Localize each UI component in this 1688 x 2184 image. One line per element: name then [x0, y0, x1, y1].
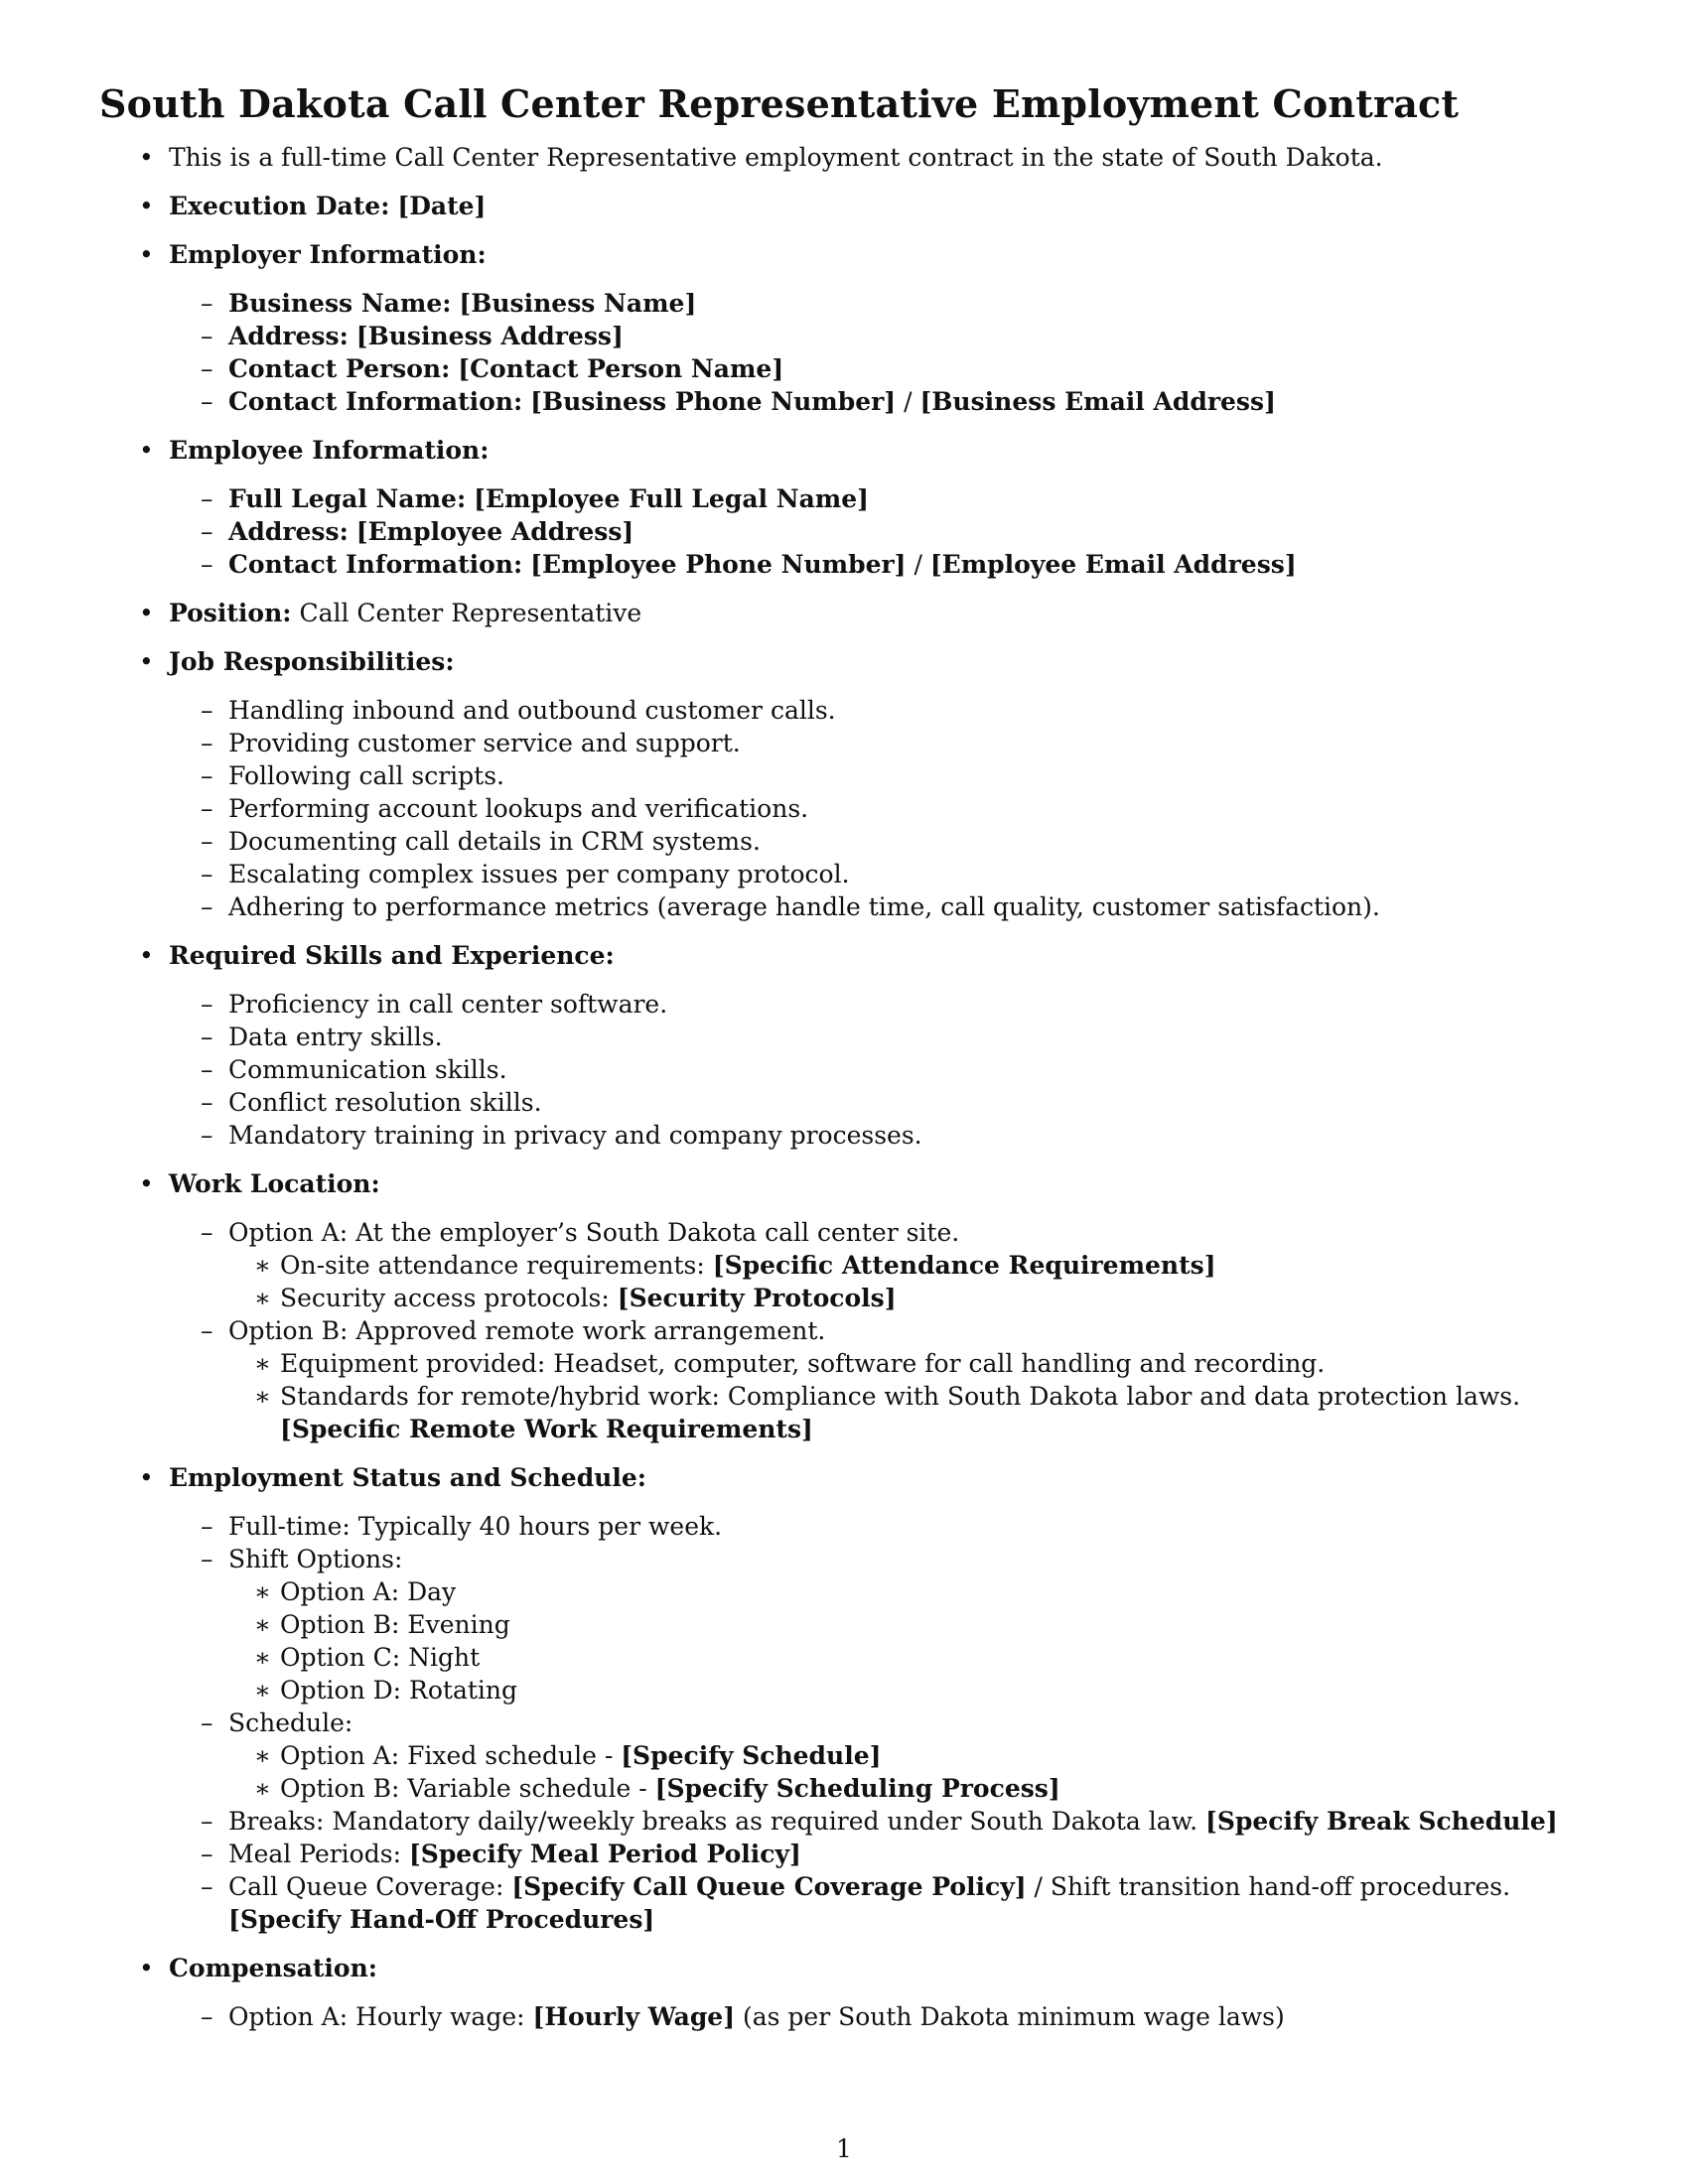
list-item: – Documenting call details in CRM systems.	[169, 825, 1589, 858]
field-value: [Business Email Address]	[919, 386, 1276, 416]
item-text: / Shift transition hand-off procedures.	[1026, 1871, 1511, 1901]
item-text: Breaks: Mandatory daily/weekly breaks as required under South Dakota law.	[228, 1806, 1205, 1836]
employer-section	[99, 238, 1589, 418]
execution-date-label: Execution Date:	[169, 191, 390, 220]
list-item	[228, 1772, 1589, 1805]
field-label: Full Legal Name:	[228, 483, 467, 513]
list-item: ∗ Option C: Night	[228, 1641, 1589, 1674]
list-item	[169, 1543, 1589, 1706]
list-item: – Escalating complex issues per company protocol.	[169, 858, 1589, 890]
list-item	[169, 1838, 1589, 1870]
compensation-section	[99, 1952, 1589, 2033]
field-value: [Employee Email Address]	[929, 549, 1297, 579]
list-item: – Proficiency in call center software.	[169, 988, 1589, 1021]
field-value: [Business Name]	[459, 288, 697, 318]
list-item	[228, 1380, 1589, 1445]
list-item	[169, 1805, 1589, 1838]
separator: /	[896, 386, 920, 416]
list-item: ∗ Option B: Evening	[228, 1608, 1589, 1641]
item-text: Standards for remote/hybrid work: Compliance with South Dakota labor and data protection laws.	[280, 1381, 1521, 1411]
field-value: [Specify Call Queue Coverage Policy]	[511, 1871, 1027, 1901]
position-value: Call Center Representative	[299, 598, 642, 627]
skills-section	[99, 939, 1589, 1152]
list-item	[169, 482, 1589, 515]
document-page	[99, 81, 1589, 2049]
list-item: – Performing account lookups and verifications.	[169, 792, 1589, 825]
list-item	[169, 352, 1589, 385]
execution-date-item	[99, 190, 1589, 222]
list-item	[169, 320, 1589, 352]
list-item: – Full-time: Typically 40 hours per week.	[169, 1510, 1589, 1543]
field-value: [Employee Address]	[355, 516, 634, 546]
employee-heading: Employee Information:	[169, 435, 490, 465]
employer-heading: Employer Information:	[169, 239, 487, 269]
work-location-heading: Work Location:	[169, 1168, 380, 1198]
list-item: ∗ Option D: Rotating	[228, 1674, 1589, 1706]
field-value: [Security Protocols]	[617, 1283, 897, 1312]
list-item	[169, 1314, 1589, 1445]
location-option-a: Option A: At the employer’s South Dakota call center site.	[228, 1217, 960, 1247]
item-text: Security access protocols:	[280, 1283, 618, 1312]
list-item	[169, 515, 1589, 548]
item-text: On-site attendance requirements:	[280, 1250, 713, 1280]
position-item	[99, 597, 1589, 629]
list-item: – Data entry skills.	[169, 1021, 1589, 1053]
page-title: South Dakota Call Center Representative Employment Contract	[99, 81, 1460, 126]
field-value: [Business Address]	[355, 321, 624, 350]
position-label: Position:	[169, 598, 292, 627]
compensation-heading: Compensation:	[169, 1953, 377, 1982]
schedule-label: Schedule:	[228, 1707, 353, 1737]
list-item	[169, 385, 1589, 418]
list-item	[228, 1249, 1589, 1282]
field-value: [Employee Full Legal Name]	[474, 483, 869, 513]
list-item: ∗ Equipment provided: Headset, computer, software for call handling and recording.	[228, 1347, 1589, 1380]
list-item: – Communication skills.	[169, 1053, 1589, 1086]
location-option-b: Option B: Approved remote work arrangement.	[228, 1315, 826, 1345]
field-value: [Contact Person Name]	[458, 353, 784, 383]
list-item: – Providing customer service and support.	[169, 727, 1589, 759]
list-item: – Adhering to performance metrics (average handle time, call quality, customer satisfaction).	[169, 890, 1589, 923]
execution-date-value: [Date]	[397, 191, 487, 220]
schedule-section	[99, 1461, 1589, 1936]
list-item	[169, 1870, 1589, 1936]
field-value: [Employee Phone Number]	[530, 549, 907, 579]
item-text: Meal Periods:	[228, 1839, 409, 1868]
field-value: [Specific Attendance Requirements]	[712, 1250, 1216, 1280]
shift-options-label: Shift Options:	[228, 1544, 403, 1573]
item-text: Option A: Hourly wage:	[228, 2001, 533, 2031]
schedule-heading: Employment Status and Schedule:	[169, 1462, 646, 1492]
item-text: Call Queue Coverage:	[228, 1871, 512, 1901]
field-value: [Specific Remote Work Requirements]	[280, 1414, 813, 1443]
field-label: Business Name:	[228, 288, 452, 318]
intro-item	[99, 141, 1589, 174]
list-item	[228, 1282, 1589, 1314]
item-text: Option A: Fixed schedule -	[280, 1740, 622, 1770]
work-location-section	[99, 1167, 1589, 1445]
contract-sections	[99, 141, 1589, 2033]
skills-heading: Required Skills and Experience:	[169, 940, 615, 970]
list-item: – Conflict resolution skills.	[169, 1086, 1589, 1119]
field-label: Address:	[228, 321, 349, 350]
list-item: – Handling inbound and outbound customer calls.	[169, 694, 1589, 727]
list-item: ∗ Option A: Day	[228, 1575, 1589, 1608]
list-item	[169, 1216, 1589, 1314]
responsibilities-section	[99, 645, 1589, 923]
item-text: (as per South Dakota minimum wage laws)	[735, 2001, 1285, 2031]
field-value: [Hourly Wage]	[532, 2001, 736, 2031]
list-item	[228, 1739, 1589, 1772]
field-label: Contact Information:	[228, 549, 523, 579]
list-item: – Following call scripts.	[169, 759, 1589, 792]
intro-text: This is a full-time Call Center Representative employment contract in the state of South Dakota.	[169, 142, 1383, 172]
field-label: Contact Person:	[228, 353, 451, 383]
page-number: 1	[836, 2134, 852, 2163]
field-label: Address:	[228, 516, 349, 546]
field-value: [Specify Meal Period Policy]	[408, 1839, 801, 1868]
separator: /	[906, 549, 930, 579]
list-item	[169, 548, 1589, 581]
list-item	[169, 2000, 1589, 2033]
responsibilities-heading: Job Responsibilities:	[169, 646, 455, 676]
field-value: [Specify Hand-Off Procedures]	[228, 1904, 655, 1934]
employee-section	[99, 434, 1589, 581]
item-text: Option B: Variable schedule -	[280, 1773, 655, 1803]
list-item	[169, 1706, 1589, 1805]
list-item	[169, 287, 1589, 320]
field-value: [Specify Break Schedule]	[1205, 1806, 1558, 1836]
list-item: – Mandatory training in privacy and company processes.	[169, 1119, 1589, 1152]
field-value: [Specify Schedule]	[621, 1740, 882, 1770]
field-label: Contact Information:	[228, 386, 523, 416]
field-value: [Specify Scheduling Process]	[654, 1773, 1060, 1803]
field-value: [Business Phone Number]	[530, 386, 897, 416]
